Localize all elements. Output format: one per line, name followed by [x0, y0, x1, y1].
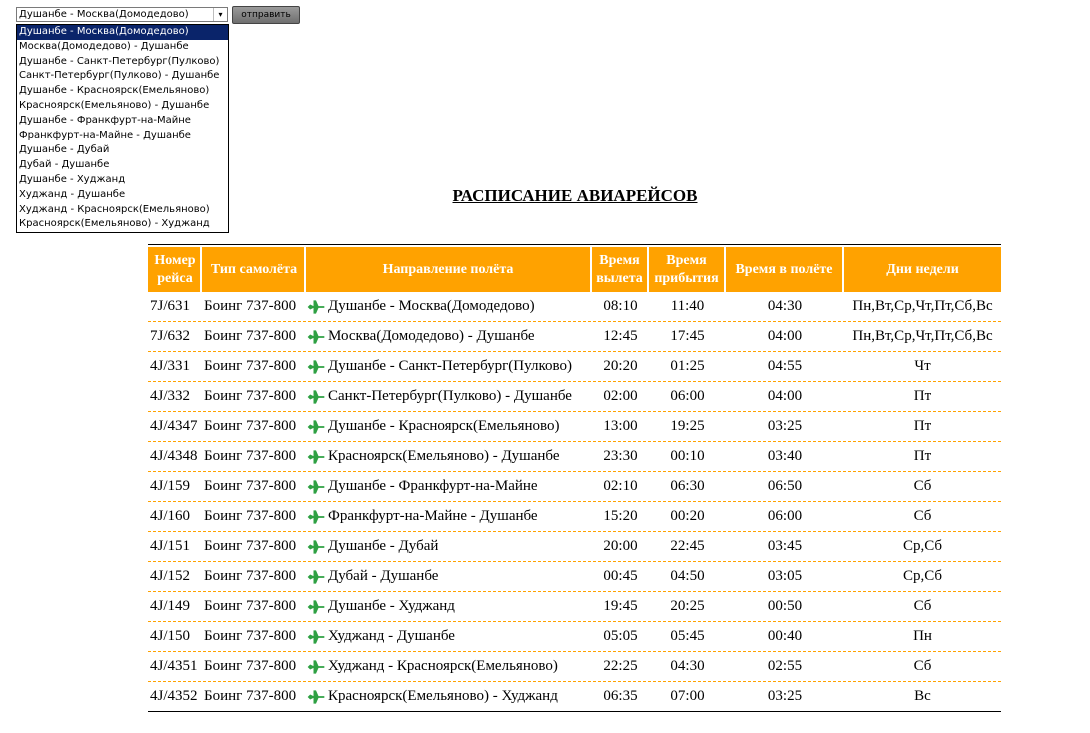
header-flight: Номер рейса [148, 247, 202, 292]
departure-time: 02:00 [603, 388, 638, 404]
header-route: Направление полёта [306, 247, 592, 292]
dropdown-option[interactable]: Душанбе - Франкфурт-на-Майне [19, 114, 191, 126]
flight-duration: 03:40 [767, 448, 803, 464]
dropdown-option[interactable]: Худжанд - Душанбе [19, 188, 126, 200]
arrival-time: 00:20 [670, 508, 705, 524]
aircraft-type: Боинг 737-800 [204, 388, 297, 404]
route-select[interactable] [16, 7, 228, 22]
flight-duration: 00:50 [767, 598, 803, 614]
dropdown-option[interactable]: Красноярск(Емельяново) - Душанбе [19, 99, 210, 111]
table-row [148, 292, 1001, 322]
days-of-week: Пт [913, 418, 932, 434]
arrival-time: 20:25 [670, 598, 705, 614]
chevron-down-icon[interactable]: ▾ [213, 8, 227, 21]
table-row [148, 412, 1001, 442]
table-row [148, 532, 1001, 562]
table-row [148, 652, 1001, 682]
flight-number: 4J/151 [150, 538, 191, 554]
plane-icon [306, 477, 326, 497]
departure-time: 06:35 [603, 688, 638, 704]
table-row [148, 382, 1001, 412]
arrival-time: 00:10 [670, 448, 705, 464]
dropdown-option[interactable]: Душанбе - Красноярск(Емельяново) [19, 85, 210, 97]
route-text: Душанбе - Санкт-Петербург(Пулково) [328, 358, 572, 374]
dropdown-option[interactable]: Санкт-Петербург(Пулково) - Душанбе [19, 70, 220, 82]
days-of-week: Пн,Вт,Ср,Чт,Пт,Сб,Вс [852, 328, 993, 344]
departure-time: 05:05 [603, 628, 638, 644]
flight-number: 4J/150 [150, 628, 191, 644]
days-of-week: Ср,Сб [902, 538, 943, 554]
flight-number: 4J/159 [150, 478, 191, 494]
days-of-week: Вс [914, 688, 931, 704]
route-cell [306, 447, 592, 467]
days-of-week: Сб [913, 508, 932, 524]
route-text: Худжанд - Красноярск(Емельяново) [328, 658, 558, 674]
table-row [148, 352, 1001, 382]
header-departure: Время вылета [592, 247, 649, 292]
flight-duration: 03:05 [767, 568, 803, 584]
flight-duration: 03:25 [767, 418, 803, 434]
route-text: Франкфурт-на-Майне - Душанбе [328, 508, 538, 524]
days-of-week: Сб [913, 598, 932, 614]
dropdown-option[interactable]: Дубай - Душанбе [19, 159, 110, 171]
departure-time: 20:00 [603, 538, 638, 554]
flight-number: 7J/632 [150, 328, 191, 344]
plane-icon [306, 417, 326, 437]
flight-duration: 04:30 [767, 298, 803, 314]
flight-number: 4J/160 [150, 508, 191, 524]
route-text: Красноярск(Емельяново) - Худжанд [328, 688, 558, 704]
page-title: РАСПИСАНИЕ АВИАРЕЙСОВ [452, 186, 698, 205]
days-of-week: Пт [913, 448, 932, 464]
flight-number: 4J/4347 [150, 418, 198, 434]
arrival-time: 07:00 [670, 688, 705, 704]
aircraft-type: Боинг 737-800 [204, 538, 297, 554]
arrival-time: 19:25 [670, 418, 705, 434]
route-text: Душанбе - Худжанд [328, 598, 455, 614]
route-cell [306, 327, 592, 347]
route-text: Душанбе - Красноярск(Емельяново) [328, 418, 560, 434]
departure-time: 00:45 [603, 568, 638, 584]
route-cell [306, 687, 592, 707]
flight-duration: 06:00 [767, 508, 803, 524]
flight-number: 4J/149 [150, 598, 191, 614]
table-row [148, 682, 1001, 711]
days-of-week: Сб [913, 658, 932, 674]
departure-time: 23:30 [603, 448, 638, 464]
header-aircraft: Тип самолёта [202, 247, 306, 292]
departure-time: 08:10 [603, 298, 638, 314]
arrival-time: 06:30 [670, 478, 705, 494]
aircraft-type: Боинг 737-800 [204, 688, 297, 704]
plane-icon [306, 387, 326, 407]
aircraft-type: Боинг 737-800 [204, 478, 297, 494]
aircraft-type: Боинг 737-800 [204, 658, 297, 674]
dropdown-option[interactable]: Душанбе - Санкт-Петербург(Пулково) [19, 55, 220, 67]
dropdown-option[interactable]: Худжанд - Красноярск(Емельяново) [19, 203, 210, 215]
route-text: Душанбе - Франкфурт-на-Майне [328, 478, 538, 494]
plane-icon [306, 687, 326, 707]
route-cell [306, 537, 592, 557]
aircraft-type: Боинг 737-800 [204, 298, 297, 314]
arrival-time: 22:45 [670, 538, 705, 554]
route-cell [306, 357, 592, 377]
departure-time: 20:20 [603, 358, 638, 374]
header-days: Дни недели [886, 261, 959, 277]
flight-duration: 04:00 [767, 388, 803, 404]
route-text: Санкт-Петербург(Пулково) - Душанбе [328, 388, 572, 404]
table-row [148, 322, 1001, 352]
plane-icon [306, 657, 326, 677]
flight-number: 4J/4351 [150, 658, 198, 674]
plane-icon [306, 597, 326, 617]
flight-duration: 03:45 [767, 538, 803, 554]
departure-time: 15:20 [603, 508, 638, 524]
route-text: Красноярск(Емельяново) - Душанбе [328, 448, 560, 464]
table-row [148, 622, 1001, 652]
days-of-week: Чт [914, 358, 931, 374]
header-duration: Время в полёте [726, 247, 844, 292]
table-row [148, 592, 1001, 622]
table-row [148, 562, 1001, 592]
route-text: Душанбе - Дубай [328, 538, 439, 554]
flight-duration: 02:55 [767, 658, 803, 674]
route-cell [306, 387, 592, 407]
flight-number: 4J/4348 [150, 448, 198, 464]
flight-number: 4J/331 [150, 358, 191, 374]
plane-icon [306, 357, 326, 377]
flight-duration: 04:55 [767, 358, 803, 374]
route-cell [306, 657, 592, 677]
departure-time: 13:00 [603, 418, 638, 434]
aircraft-type: Боинг 737-800 [204, 448, 297, 464]
route-cell [306, 597, 592, 617]
table-row [148, 502, 1001, 532]
route-text: Москва(Домодедово) - Душанбе [328, 328, 535, 344]
arrival-time: 11:40 [670, 298, 705, 314]
aircraft-type: Боинг 737-800 [204, 328, 297, 344]
dropdown-option[interactable]: Душанбе - Дубай [19, 144, 110, 156]
aircraft-type: Боинг 737-800 [204, 568, 297, 584]
aircraft-type: Боинг 737-800 [204, 418, 297, 434]
flight-duration: 03:25 [767, 688, 803, 704]
departure-time: 22:25 [603, 658, 638, 674]
days-of-week: Пт [913, 388, 932, 404]
days-of-week: Пн,Вт,Ср,Чт,Пт,Сб,Вс [852, 298, 993, 314]
arrival-time: 04:30 [670, 658, 705, 674]
flight-duration: 06:50 [767, 478, 803, 494]
departure-time: 02:10 [603, 478, 638, 494]
plane-icon [306, 537, 326, 557]
route-text: Худжанд - Душанбе [328, 628, 455, 644]
route-cell [306, 567, 592, 587]
dropdown-option[interactable]: Душанбе - Москва(Домодедово) [17, 25, 228, 40]
days-of-week: Ср,Сб [902, 568, 943, 584]
flight-number: 4J/152 [150, 568, 191, 584]
flight-duration: 00:40 [767, 628, 803, 644]
dropdown-option[interactable]: Душанбе - Худжанд [19, 173, 126, 185]
dropdown-option[interactable]: Красноярск(Емельяново) - Худжанд [19, 218, 210, 230]
plane-icon [306, 627, 326, 647]
table-header-row [148, 245, 1001, 292]
arrival-time: 06:00 [670, 388, 705, 404]
arrival-time: 04:50 [670, 568, 705, 584]
schedule-table [148, 244, 1001, 712]
flight-number: 4J/4352 [150, 688, 198, 704]
arrival-time: 05:45 [670, 628, 705, 644]
plane-icon [306, 567, 326, 587]
dropdown-option[interactable]: Франкфурт-на-Майне - Душанбе [19, 129, 191, 141]
plane-icon [306, 327, 326, 347]
plane-icon [306, 297, 326, 317]
arrival-time: 17:45 [670, 328, 705, 344]
departure-time: 19:45 [603, 598, 638, 614]
days-of-week: Сб [913, 478, 932, 494]
route-cell [306, 627, 592, 647]
route-text: Душанбе - Москва(Домодедово) [328, 298, 535, 314]
route-text: Дубай - Душанбе [328, 568, 439, 584]
aircraft-type: Боинг 737-800 [204, 358, 297, 374]
plane-icon [306, 507, 326, 527]
table-row [148, 442, 1001, 472]
route-cell [306, 477, 592, 497]
route-cell [306, 297, 592, 317]
flight-number: 4J/332 [150, 388, 191, 404]
aircraft-type: Боинг 737-800 [204, 628, 297, 644]
route-cell [306, 417, 592, 437]
dropdown-option[interactable]: Москва(Домодедово) - Душанбе [19, 40, 189, 52]
departure-time: 12:45 [603, 328, 638, 344]
header-arrival: Время прибытия [649, 247, 726, 292]
table-row [148, 472, 1001, 502]
route-select-value: Душанбе - Москва(Домодедово) [19, 9, 189, 20]
flight-duration: 04:00 [767, 328, 803, 344]
submit-button[interactable]: отправить [232, 6, 300, 24]
arrival-time: 01:25 [670, 358, 705, 374]
aircraft-type: Боинг 737-800 [204, 598, 297, 614]
route-cell [306, 507, 592, 527]
days-of-week: Пн [913, 628, 932, 644]
aircraft-type: Боинг 737-800 [204, 508, 297, 524]
flight-number: 7J/631 [150, 298, 191, 314]
plane-icon [306, 447, 326, 467]
